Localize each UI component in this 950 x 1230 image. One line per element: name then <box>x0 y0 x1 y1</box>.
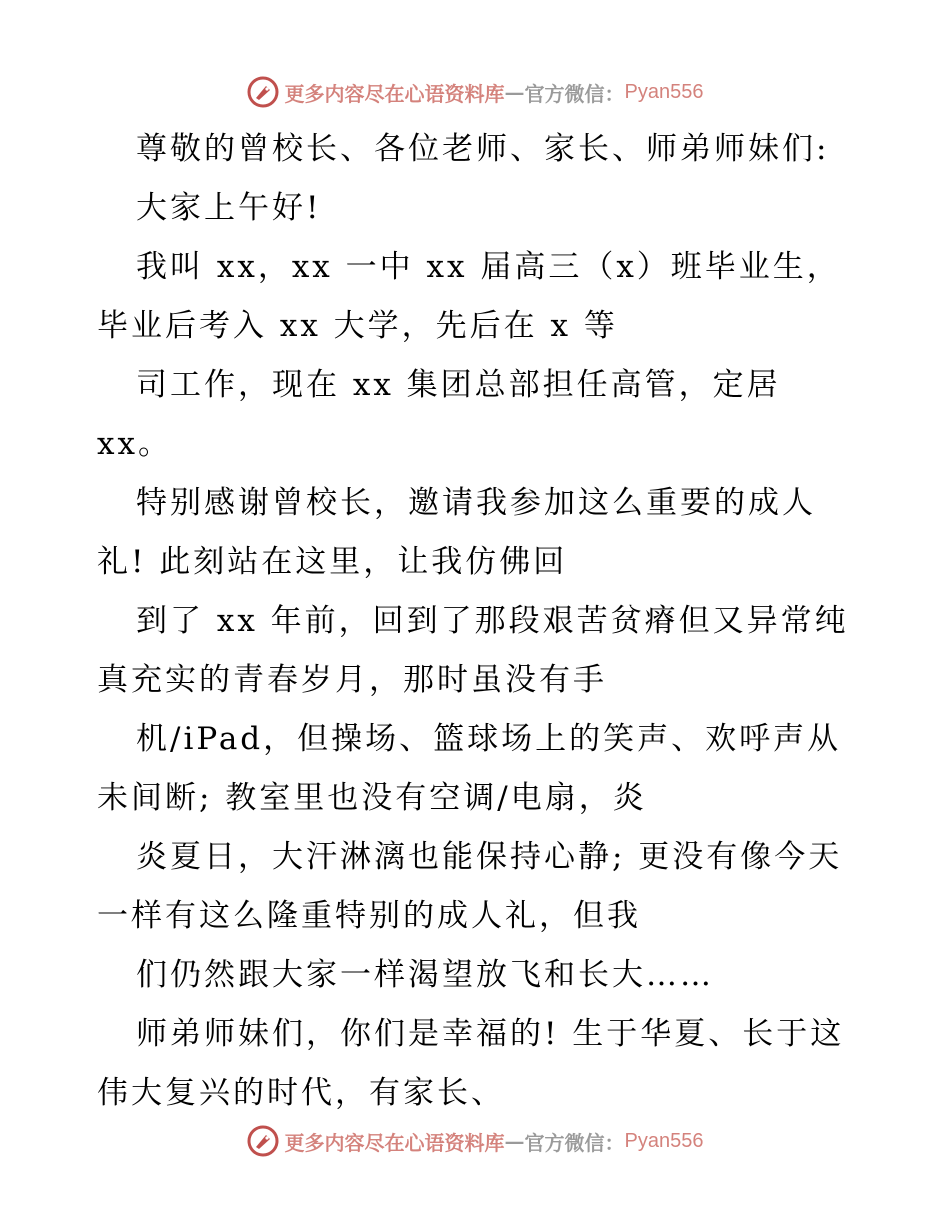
salutation-line: 尊敬的曾校长、各位老师、家长、师弟师妹们: <box>136 131 830 167</box>
watermark-wechat-id: Pyan556 <box>624 1129 704 1152</box>
text-line: 机/iPad，但操场、篮球场上的笑声、欢呼声从 <box>136 721 842 757</box>
text-line: 特别感谢曾校长，邀请我参加这么重要的成人 <box>136 485 816 521</box>
footer-watermark <box>0 1121 950 1161</box>
watermark-brand-text: 更多内容尽在心语资料库 <box>284 81 505 106</box>
watermark-wechat-label: 官方微信： <box>524 81 625 106</box>
text-line: 礼! 此刻站在这里，让我仿佛回 <box>97 544 568 580</box>
watermark-wechat-id: Pyan556 <box>624 80 704 103</box>
text-line: 们仍然跟大家一样渴望放飞和长大…… <box>136 957 714 993</box>
text-line: 一样有这么隆重特别的成人礼，但我 <box>97 898 641 934</box>
text-line: 司工作，现在 xx 集团总部担任高管，定居 <box>136 367 781 403</box>
text-line: 炎夏日，大汗淋漓也能保持心静; 更没有像今天 <box>136 839 843 875</box>
header-watermark <box>0 72 950 112</box>
watermark-separator: — <box>504 1129 525 1153</box>
text-line: 未间断; 教室里也没有空调/电扇，炎 <box>97 780 647 816</box>
text-line: xx。 <box>97 426 172 462</box>
watermark-brand-text: 更多内容尽在心语资料库 <box>284 1130 505 1155</box>
pen-nib-logo-icon <box>247 76 279 108</box>
watermark-separator: — <box>504 80 525 104</box>
watermark-wechat-label: 官方微信： <box>524 1130 625 1155</box>
text-line: 我叫 xx，xx 一中 xx 届高三（x）班毕业生， <box>136 249 841 285</box>
text-line: 到了 xx 年前，回到了那段艰苦贫瘠但又异常纯 <box>136 603 849 639</box>
text-line: 伟大复兴的时代，有家长、 <box>97 1075 505 1111</box>
text-line: 真充实的青春岁月，那时虽没有手 <box>97 662 607 698</box>
text-line: 毕业后考入 xx 大学，先后在 x 等 <box>97 308 618 344</box>
text-line: 师弟师妹们，你们是幸福的! 生于华夏、长于这 <box>136 1016 845 1052</box>
pen-nib-logo-icon <box>247 1125 279 1157</box>
greeting-line: 大家上午好! <box>136 190 322 226</box>
